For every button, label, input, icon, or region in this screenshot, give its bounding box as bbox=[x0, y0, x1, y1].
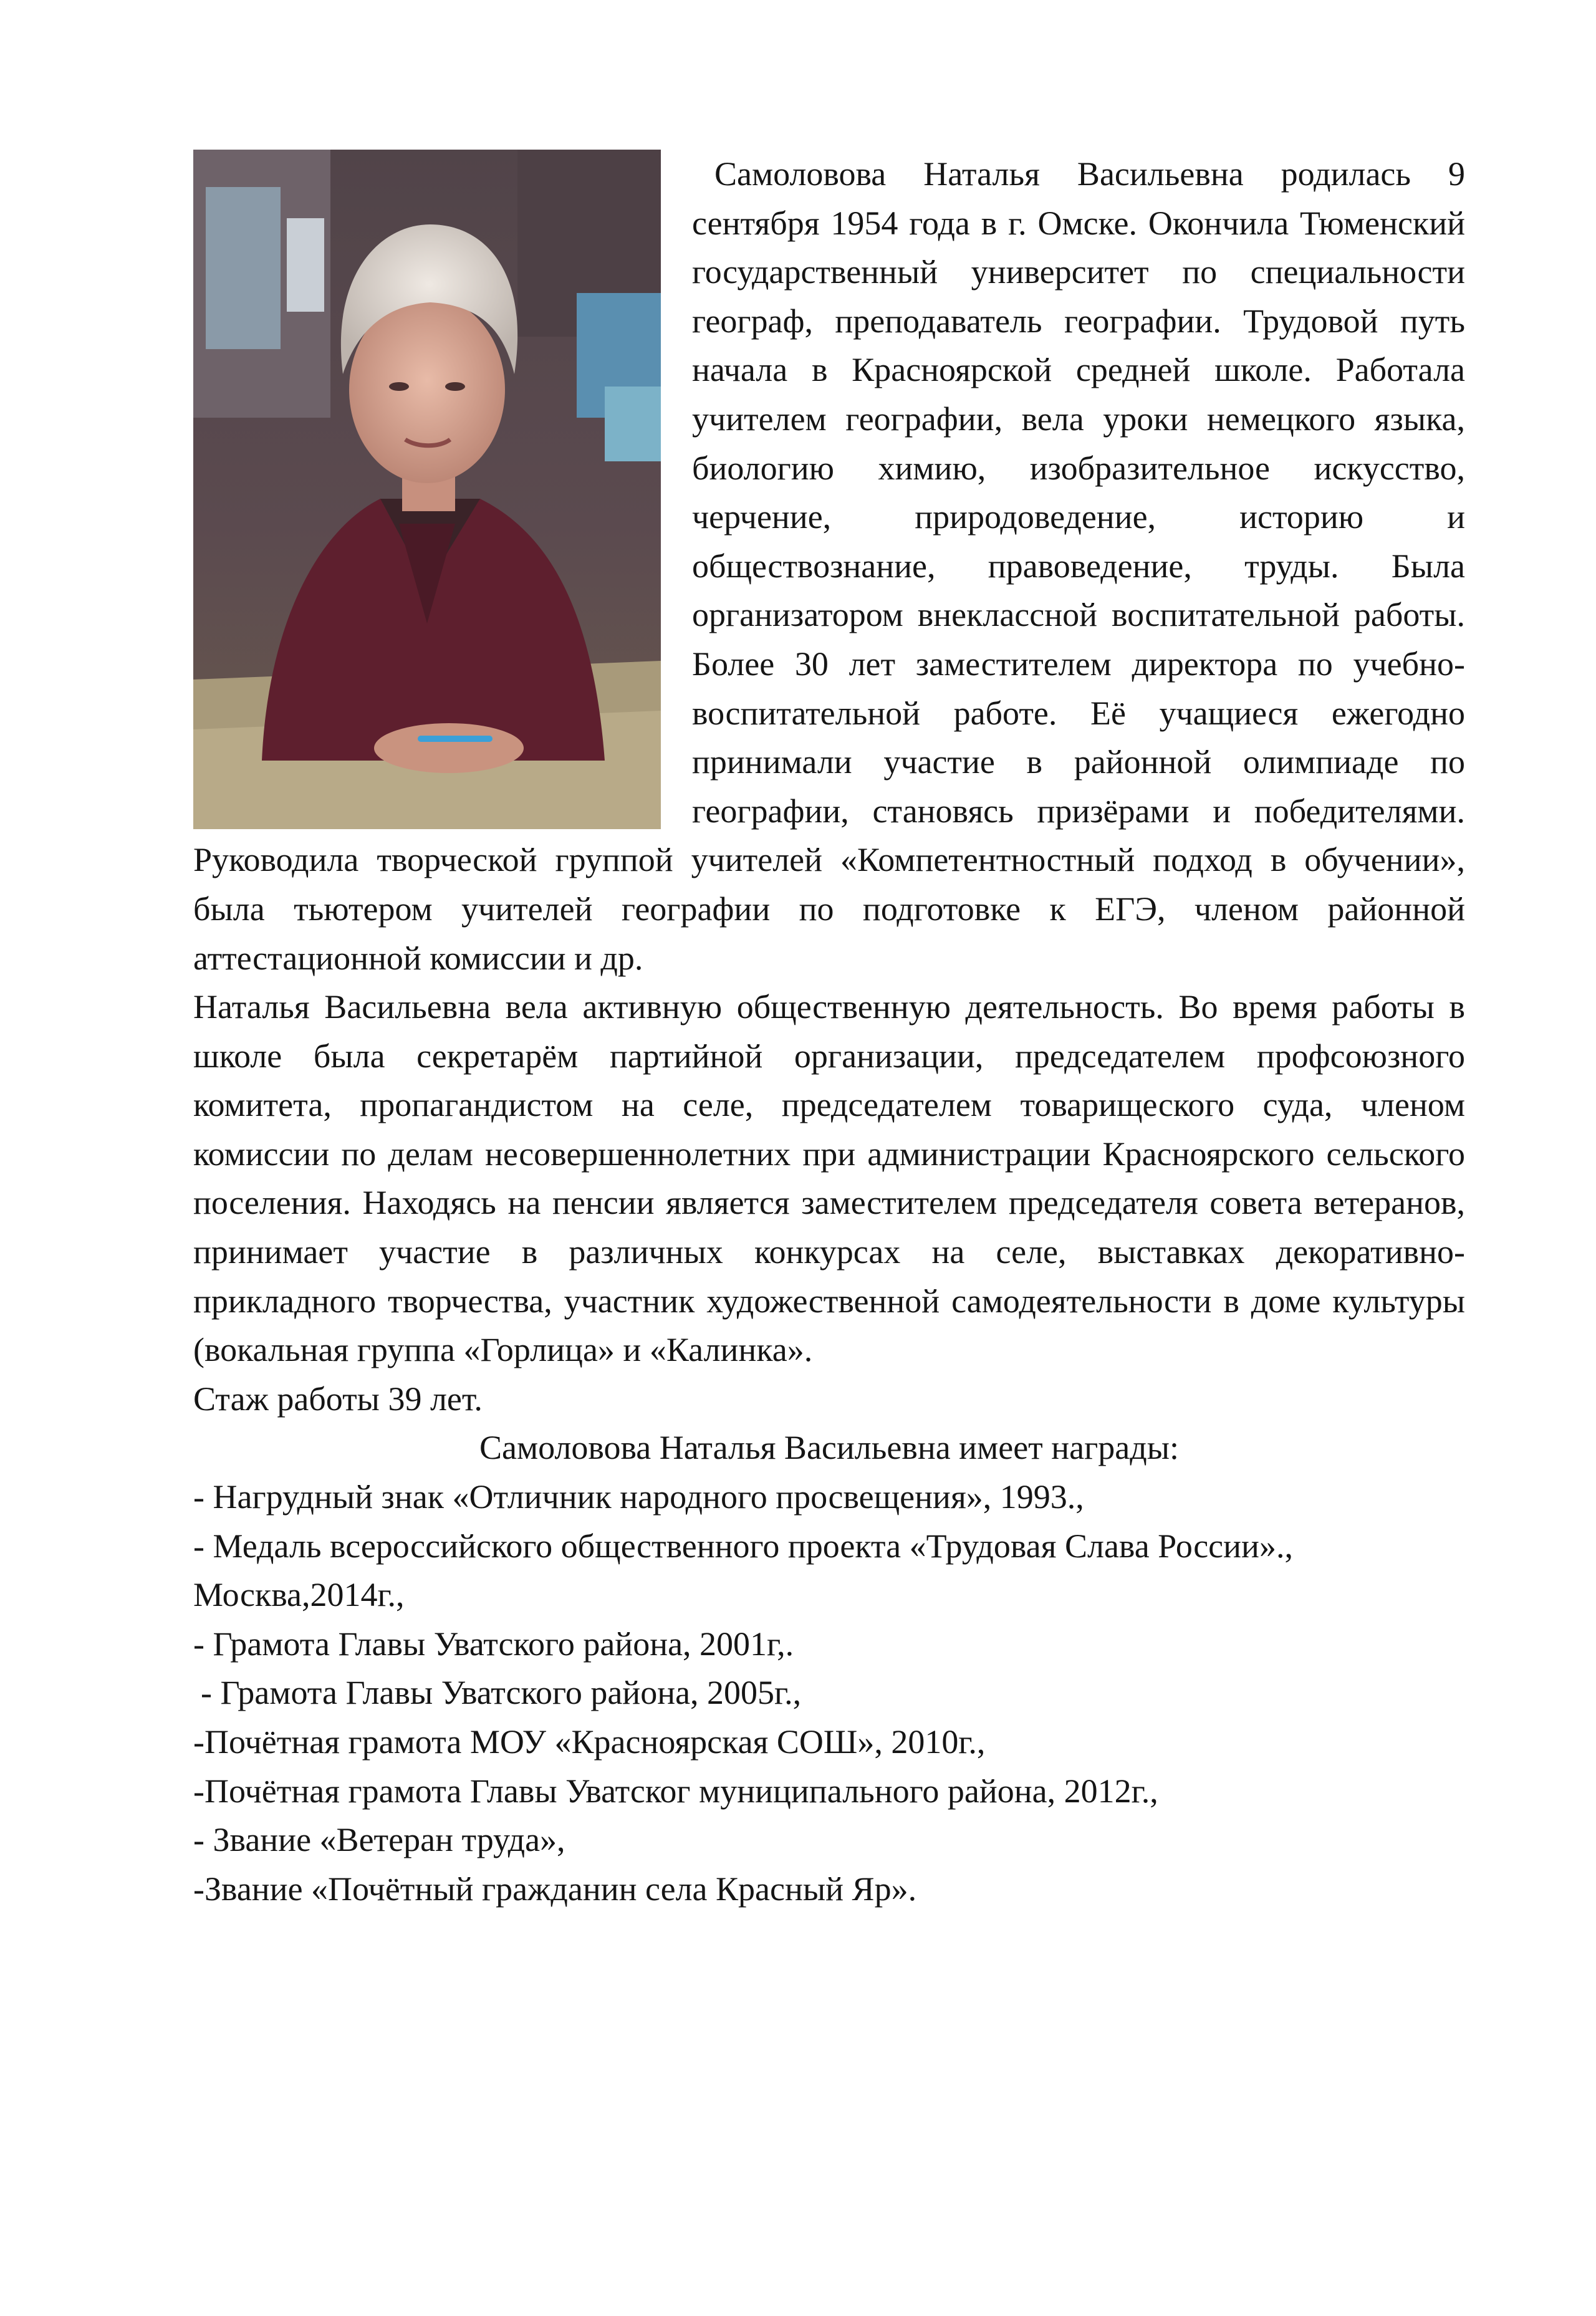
award-item: -Почётная грамота Главы Уватског муниципального района, 2012г., bbox=[193, 1772, 1158, 1810]
award-item: - Грамота Главы Уватского района, 2005г., bbox=[201, 1674, 802, 1712]
award-item: - Нагрудный знак «Отличник народного просвещения», 1993., bbox=[193, 1478, 1084, 1516]
biography-paragraph-2: Наталья Васильевна вела активную общественную деятельность. Во время работы в школе была секретарём партийной организации, председателем профсоюзного комитета, пропагандистом на селе, председателем товарищеского суда, членом комиссии по делам несовершеннолетних при администрации Красноярского сельского поселения. Находясь на пенсии является заместителем председателя совета ветеранов, принимает участие в различных конкурсах на селе, выставках декоративно- прикладного творчества, участник художественной самодеятельности в доме культуры (вокальная группа «Горлица» и «Калинка». bbox=[193, 988, 1465, 1369]
award-item: -Почётная грамота МОУ «Красноярская СОШ», 2010г., bbox=[193, 1723, 986, 1761]
portrait-photo bbox=[193, 150, 661, 829]
document-page bbox=[193, 150, 1465, 1913]
biography-paragraph-1: Самоловова Наталья Васильевна родилась 9 сентября 1954 года в г. Омске. Окончила Тюменский государственный университет по специальности географ, преподаватель географии. Трудовой путь начала в Красноярской средней школе. Работала учителем географии, вела уроки немецкого языка, биологию химию, изобразительное искусство, черчение, природоведение, историю и обществознание, правоведение, труды. Была организатором внеклассной воспитательной работы. Более 30 лет заместителем директора по учебно- воспитательной работе. Её учащиеся ежегодно принимали участие в районной олимпиаде по географии, становясь призёрами и победителями. Руководила творческой группой учителей «Компетентностный подход в обучении», была тьютером учителей географии по подготовке к ЕГЭ, членом районной аттестационной комиссии и др. bbox=[193, 155, 1465, 977]
award-item: - Звание «Ветеран труда», bbox=[193, 1821, 565, 1859]
award-item: -Звание «Почётный гражданин села Красный Яр». bbox=[193, 1870, 917, 1908]
award-item: - Медаль всероссийского общественного проекта «Трудовая Слава России»., Москва,2014г., bbox=[193, 1527, 1293, 1614]
portrait-photo-icon bbox=[193, 150, 661, 829]
awards-list bbox=[193, 1473, 1465, 1913]
awards-heading: Самоловова Наталья Васильевна имеет награды: bbox=[479, 1429, 1180, 1467]
award-item: - Грамота Главы Уватского района, 2001г,. bbox=[193, 1625, 794, 1663]
work-experience: Стаж работы 39 лет. bbox=[193, 1380, 483, 1418]
